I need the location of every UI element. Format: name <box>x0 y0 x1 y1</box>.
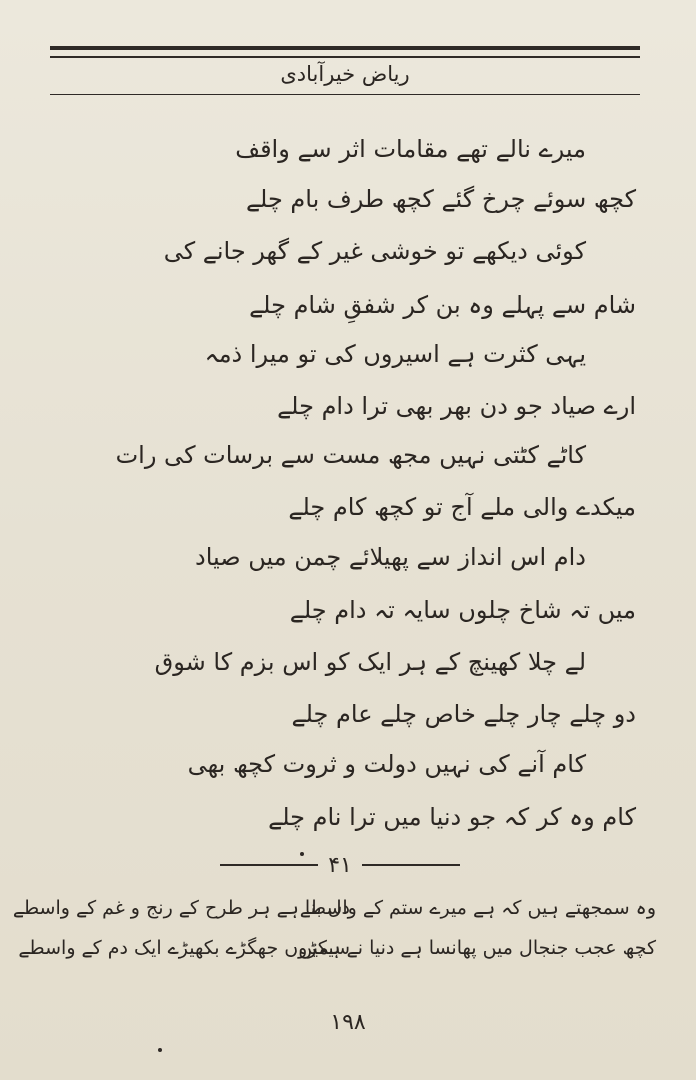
poem-line: دام اس انداز سے پھیلائے چمن میں صیاد <box>195 543 586 571</box>
poem-line: کام وہ کر کہ جو دنیا میں ترا نام چلے <box>268 803 636 831</box>
poem-line: میں تہ شاخ چلوں سایہ تہ دام چلے <box>289 596 636 624</box>
poem-line: لے چلا کھینچ کے ہر ایک کو اس بزم کا شوق <box>154 648 586 676</box>
footer-verse-left <box>12 888 350 968</box>
poem-line: کچھ سوئے چرخ گئے کچھ طرف بام چلے <box>245 185 636 213</box>
poem-line: ارے صیاد جو دن بھر بھی ترا دام چلے <box>277 392 636 420</box>
poem-line: کام آنے کی نہیں دولت و ثروت کچھ بھی <box>187 750 586 778</box>
verse-line: دل بنا ہے ہر طرح کے رنج و غم کے واسطے <box>12 897 350 919</box>
poem-line: یہی کثرت ہے اسیروں کی تو میرا ذمہ <box>204 340 586 368</box>
ink-dot <box>158 1048 162 1052</box>
header-rule-bottom <box>50 94 640 95</box>
poem-line: دو چلے چار چلے خاص چلے عام چلے <box>291 700 636 728</box>
poem-line: میرے نالے تھے مقامات اثر سے واقف <box>235 135 586 163</box>
page-number: ۱۹۸ <box>330 1010 366 1035</box>
header-rule-thick <box>50 46 640 50</box>
poem-line: شام سے پہلے وہ بن کر شفقِ شام چلے <box>249 291 636 319</box>
page-header-title: ریاض خیرآبادی <box>280 62 410 86</box>
verse-line: سیکڑوں جھگڑے بکھیڑے ایک دم کے واسطے <box>18 937 350 959</box>
verse-line: کچھ عجب جنجال میں پھانسا ہے دنیا نے ہمیں <box>298 937 656 959</box>
poem-line: کوئی دیکھے تو خوشی غیر کے گھر جانے کی <box>163 237 586 265</box>
separator-bar-right <box>362 864 460 866</box>
separator-bar-left <box>220 864 318 866</box>
header-rule-thin <box>50 56 640 58</box>
poem-line: کاٹے کٹتی نہیں مجھ مست سے برسات کی رات <box>115 441 586 469</box>
verse-line: وہ سمجھتے ہیں کہ ہے میرے ستم کے واسطے <box>299 897 656 919</box>
section-number: ۴۱ <box>328 852 352 878</box>
section-separator <box>220 850 460 880</box>
poem-line: میکدے والی ملے آج تو کچھ کام چلے <box>288 493 636 521</box>
footer-verse-right <box>298 888 656 968</box>
